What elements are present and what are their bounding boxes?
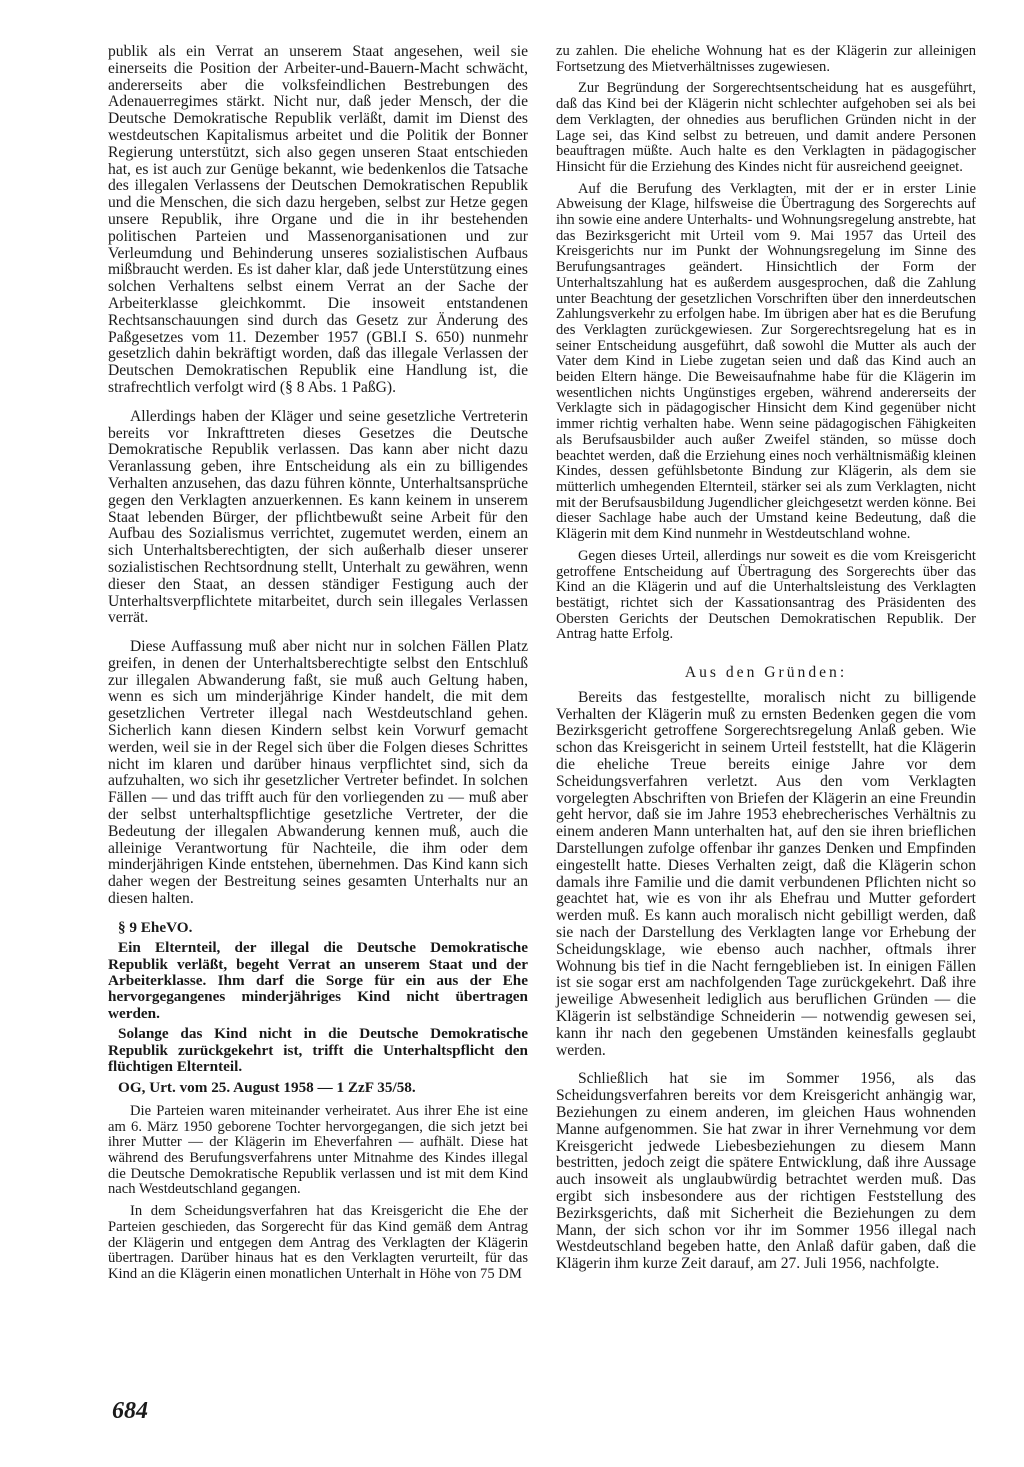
- paragraph: In dem Scheidungsverfahren hat das Kreisgericht die Ehe der Parteien geschieden, das Sorgerecht für das Kind gemäß dem Antrag der Klägerin und entgegen dem Antrag des Verklagten der Klägerin übertragen. Darüber hinaus hat es den Verklagten verurteilt, für das Kind an die Klägerin einen monatlichen Unterhalt in Höhe von 75 DM: [108, 1203, 528, 1282]
- paragraph: Gegen dieses Urteil, allerdings nur soweit es die vom Kreisgericht getroffene Entscheidung auf Übertragung des Sorgerechts über das Kind an die Klägerin und auf die Unterhaltsleistung des Verklagten bestätigt, richtet sich der Kassationsantrag des Präsidenten des Obersten Gerichts der Deutschen Demokratischen Republik. Der Antrag hatte Erfolg.: [556, 547, 976, 643]
- paragraph: publik als ein Verrat an unserem Staat angesehen, weil sie einerseits die Position der Arbeiter-und-Bauern-Macht schwächt, andererseits aber die volksfeindlichen Bestrebungen des Adenauerregimes stärkt. Nicht nur, daß jeder Mensch, der die Deutsche Demokratische Republik verläßt, damit im Dienst des westdeutschen Kapitalismus arbeitet und die Politik der Bonner Regierung unterstützt, sich also gegen unseren Staat entschieden hat, es ist auch zur Genüge bekannt, wie bedenkenlos die Tatsache des illegalen Verlassens der Deutschen Demokratischen Republik und die Menschen, die sich dazu hergeben, selbst zur Hetze gegen unsere Republik, ihre Organe und die in ihr bestehenden politischen Parteien und Massenorganisationen und zur Verleumdung und Behinderung unseres sozialistischen Aufbaus mißbraucht werden. Es ist daher klar, daß jede Unterstützung eines solchen Verhaltens selbst einem Verrat an der Sache der Arbeiterklasse gleichkommt. Die insoweit entstandenen Rechtsanschauungen sind durch das Gesetz zur Änderung des Paßgesetzes vom 11. Dezember 1957 (GBl.I S. 650) nunmehr gesetzlich dahin bekräftigt worden, daß das illegale Verlassen der Deutschen Demokratischen Republik eine Handlung ist, die strafrechtlich verfolgt wird (§ 8 Abs. 1 PaßG).: [108, 43, 528, 396]
- paragraph: Die Parteien waren miteinander verheiratet. Aus ihrer Ehe ist eine am 6. März 1950 geborene Tochter hervorgegangen, die sich jetzt bei ihrer Mutter — der Klägerin im Eheverfahren — aufhält. Diese hat während des Berufungsverfahrens unter Mitnahme des Kindes illegal die Deutsche Demokratische Republik verlassen und ist mit dem Kind nach Westdeutschland gegangen.: [108, 1102, 528, 1198]
- headnote: Solange das Kind nicht in die Deutsche Demokratische Republik zurückgekehrt ist, trifft die Unterhaltspflicht den flüchtigen Elternteil.: [108, 1025, 528, 1076]
- paragraph: Diese Auffassung muß aber nicht nur in solchen Fällen Platz greifen, in denen der Unterhaltsberechtigte selbst den Entschluß zur illegalen Abwanderung faßt, sie muß auch Geltung haben, wenn es sich um minderjährige Kinder handelt, die mit dem gesetzlichen Vertreter illegal nach Westdeutschland gehen. Sicherlich kann diesen Kindern selbst kein Vorwurf gemacht werden, weil sie in der Regel sich über die Folgen dieses Schrittes nicht im klaren und darüber hinaus verpflichtet sind, sich da aufzuhalten, wo sich ihr gesetzlicher Vertreter befindet. In solchen Fällen — und das trifft auch für den vorliegenden zu — muß aber der selbst unterhaltspflichtige gesetzliche Vertreter, der die Bedeutung der illegalen Abwanderung kennen muß, auch die alleinige Verantwortung für Nachteile, die ihm oder dem minderjährigen Kinde entstehen, übernehmen. Das Kind kann sich daher wegen der Bestreitung seines gesamten Unterhalts nur an diesen halten.: [108, 638, 528, 908]
- paragraph: Zur Begründung der Sorgerechtsentscheidung hat es ausgeführt, daß das Kind bei der Klägerin nicht schlechter aufgehoben sei als bei dem Verklagten, der ohnedies aus beruflichen Gründen nicht in der Lage sei, das Kind selbst zu betreuen, und damit andere Personen beauftragen müßte. Auch halte es den Verklagten in pädagogischer Hinsicht für die Erziehung des Kindes nicht für ausreichend geeignet.: [556, 80, 976, 175]
- section-heading: Aus den Gründen:: [684, 664, 848, 682]
- paragraph: Auf die Berufung des Verklagten, mit der er in erster Linie Abweisung der Klage, hilfsweise die Übertragung des Sorgerechts auf ihn sowie eine andere Unterhalts- und Wohnungsregelung anstrebte, hat das Bezirksgericht mit Urteil vom 9. Mai 1957 das Urteil des Kreisgerichts nur im Punkt der Wohnungsregelung im Sinne des Berufungsantrages geändert. Hinsichtlich der Form der Unterhaltszahlung hat es außerdem ausgesprochen, daß die Zahlung unter Beachtung der gesetzlichen Vorschriften über den innerdeutschen Zahlungsverkehr zu erfolgen habe. Im übrigen aber hat es die Berufung des Verklagten zurückgewiesen. Zur Sorgerechtsregelung hat es in seiner Entscheidung ausgeführt, daß sowohl die Mutter als auch der Vater dem Kind in Liebe zugetan seien und daß das Kind auch an beiden Eltern hänge. Die Beweisaufnahme habe für die Klägerin im wesentlichen nichts Ungünstiges ergeben, während andererseits der Verklagte sich in pädagogischer Hinsicht dem Kind gegenüber nicht immer richtig verhalten habe. Wenn seine pädagogischen Fähigkeiten als Berufsausbilder auch außer Zweifel ständen, so müsse doch beachtet werden, daß die Erziehung eines noch verhältnismäßig kleinen Kindes, dessen gefühlsbetonte Bindung zur Klägerin, als dem sie mütterlich umhegenden Elternteil, stärker sei als zum Verklagten, nicht mit der Berufsausbildung Jugendlicher gleichgesetzt werden könne. Bei dieser Sachlage habe auch der Umstand keine Bedeutung, daß die Klägerin mit dem Kind nunmehr in Westdeutschland wohne.: [556, 180, 976, 543]
- section-reference: § 9 EheVO.: [118, 918, 193, 936]
- right-column: [556, 44, 976, 1273]
- paragraph: zu zahlen. Die eheliche Wohnung hat es der Klägerin zur alleinigen Fortsetzung des Mietverhältnisses zugewiesen.: [556, 43, 976, 75]
- paragraph: Bereits das festgestellte, moralisch nicht zu billigende Verhalten der Klägerin muß zu ernsten Bedenken gegen die vom Bezirksgericht getroffene Sorgerechtsregelung Anlaß geben. Wie schon das Kreisgericht in seinem Urteil feststellt, hat die Klägerin die eheliche Treue bereits einige Jahre vor dem Scheidungsverfahren verletzt. Aus den vom Verklagten vorgelegten Abschriften von Briefen der Klägerin an eine Freundin geht hervor, daß sie im Jahre 1953 ehebrecherisches Verhältnis zu einem anderen Mann unterhalten hat, auf den sie ihren brieflichen Darstellungen zufolge offenbar ihr ganzes Denken und Empfinden eingestellt hatte. Dieses Verhalten zeigt, daß die Klägerin schon damals ihre Familie und die damit verbundenen Pflichten nicht so geachtet hat, wie es von ihr als Ehefrau und Mutter gefordert werden muß. Es kann auch moralisch nicht gebilligt werden, daß sie nach der Darstellung des Verklagten lange vor Erhebung der Scheidungsklage, wie ebenso auch nachher, oftmals ihrer Wohnung bis tief in die Nacht ferngeblieben ist. In einigen Fällen ist sie sogar erst am nachfolgenden Tage zurückgekehrt. Daß ihre jeweilige Abwesenheit lediglich aus beruflichen Gründen — die Klägerin ist selbständige Schneiderin — notwendig gewesen sei, kann ihr nach den gegebenen Umständen keinesfalls geglaubt werden.: [556, 688, 976, 1059]
- case-citation: OG, Urt. vom 25. August 1958 — 1 ZzF 35/58.: [118, 1078, 416, 1096]
- page-number: 684: [112, 1398, 148, 1424]
- paragraph: Schließlich hat sie im Sommer 1956, als das Scheidungsverfahren bereits vor dem Kreisgericht anhängig war, Beziehungen zu einem anderen, im gleichen Haus wohnenden Manne aufgenommen. Sie hat zwar in ihrer Vernehmung vor dem Kreisgericht jedwede Liebesbeziehungen zu diesem Mann bestritten, jedoch zeigt die spätere Entwicklung, daß ihre Aussage auch insoweit als unglaubwürdig betrachtet werden muß. Das ergibt sich insbesondere aus der richtigen Feststellung des Bezirksgerichts, daß mit Sicherheit die Beziehungen zu dem Mann, der sich schon vor ihr im Sommer 1956 illegal nach Westdeutschland begeben hatte, den Anlaß dafür gaben, daß die Klägerin ihm kurze Zeit darauf, am 27. Juli 1956, nachfolgte.: [556, 1070, 976, 1273]
- headnote: Ein Elternteil, der illegal die Deutsche Demokratische Republik verläßt, begeht Verrat an unserem Staat und der Arbeiterklasse. Ihm darf die Sorge für ein aus der Ehe hervorgegangenes minderjähriges Kind nicht übertragen werden.: [108, 939, 528, 1022]
- left-column: [108, 44, 528, 1283]
- paragraph: Allerdings haben der Kläger und seine gesetzliche Vertreterin bereits vor Inkrafttreten dieses Gesetzes die Deutsche Demokratische Republik verlassen. Das kann aber nicht dazu Veranlassung geben, ihre Entscheidung als ein zu billigendes Verhalten anzusehen, das dazu führen könnte, Unterhaltsansprüche gegen den Verklagten anzuerkennen. Es kann keinem in unserem Staat lebenden Bürger, der pflichtbewußt seine Arbeit für den Aufbau des Sozialismus verrichtet, zugemutet werden, einem an sich Unterhaltsberechtigten, der sich außerhalb dieser unserer sozialistischen Rechtsordnung stellt, Unterhalt zu gewähren, wenn dieser den Staat, an dessen ständiger Festigung auch der Unterhaltsverpflichtete mitarbeitet, durch sein illegales Verlassen verrät.: [108, 407, 528, 627]
